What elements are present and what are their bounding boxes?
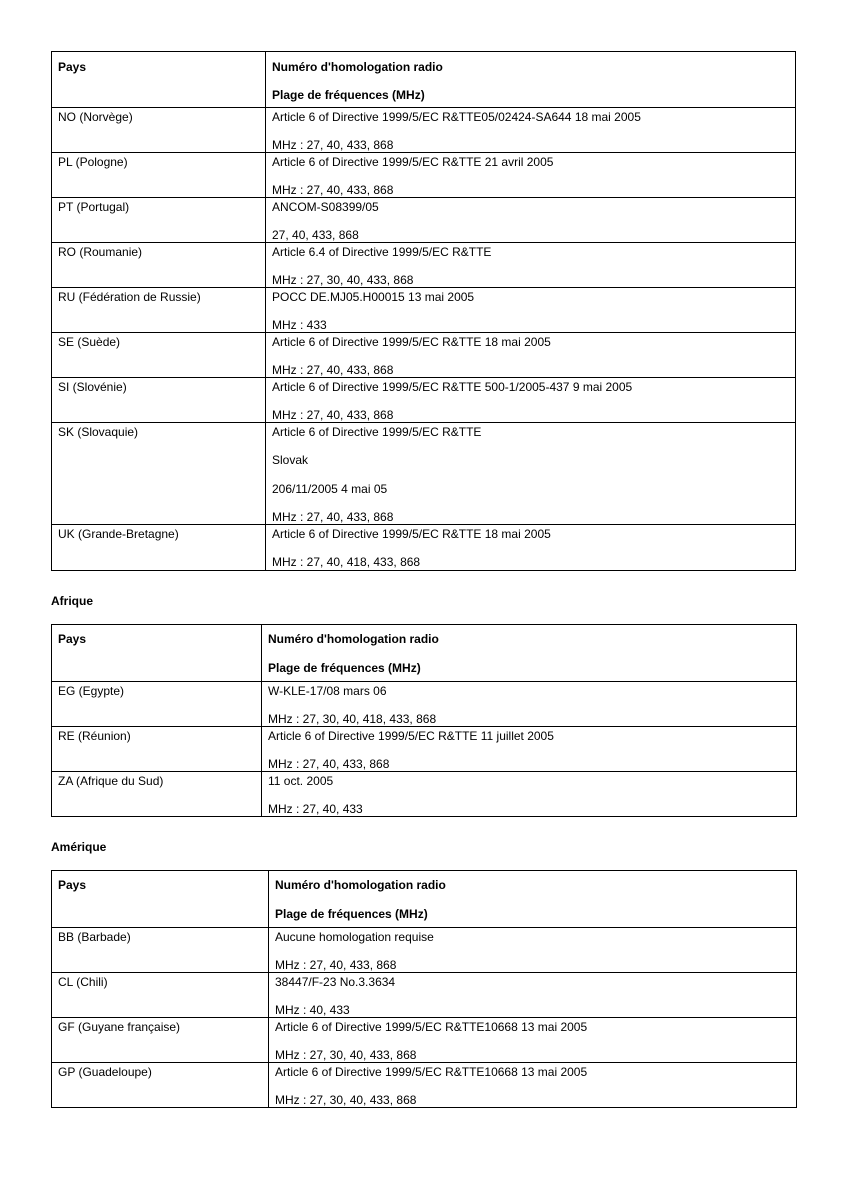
frequency-text: MHz : 27, 40, 433, 868 — [275, 958, 397, 972]
frequency-text: MHz : 27, 30, 40, 433, 868 — [275, 1093, 417, 1107]
table-row — [52, 377, 795, 422]
approval-text: Article 6.4 of Directive 1999/5/EC R&TTE — [272, 245, 492, 259]
frequency-text: MHz : 27, 40, 433 — [268, 802, 363, 816]
header-approval-number: Numéro d'homologation radio — [268, 632, 439, 646]
approval-text: 11 oct. 2005 — [268, 774, 334, 788]
header-frequency-range: Plage de fréquences (MHz) — [272, 88, 425, 102]
section-title-afrique: Afrique — [51, 594, 93, 608]
frequency-text: MHz : 27, 40, 433, 868 — [272, 510, 394, 524]
table-header-row — [52, 871, 796, 927]
table-row — [52, 242, 795, 287]
approval-text: Article 6 of Directive 1999/5/EC R&TTE 500-1/2005-437 9 mai 2005 — [272, 380, 633, 394]
country-cell: SI (Slovénie) — [58, 380, 127, 394]
frequency-text: MHz : 27, 40, 433, 868 — [272, 183, 394, 197]
header-country: Pays — [58, 632, 87, 646]
approval-text: Slovak — [272, 453, 309, 467]
country-cell: EG (Egypte) — [58, 684, 125, 698]
country-cell: PL (Pologne) — [58, 155, 128, 169]
europe-table — [51, 51, 796, 571]
amerique-table — [51, 870, 797, 1108]
afrique-table — [51, 624, 797, 817]
approval-text: 38447/F-23 No.3.3634 — [275, 975, 396, 989]
table-row — [52, 332, 795, 377]
frequency-text: MHz : 27, 30, 40, 418, 433, 868 — [268, 712, 437, 726]
table-row — [52, 524, 795, 570]
country-cell: UK (Grande-Bretagne) — [58, 527, 179, 541]
section-title-amerique: Amérique — [51, 840, 107, 854]
table-row — [52, 1017, 796, 1062]
frequency-text: 27, 40, 433, 868 — [272, 228, 359, 242]
country-cell: RE (Réunion) — [58, 729, 131, 743]
country-cell: NO (Norvège) — [58, 110, 133, 124]
approval-text: Aucune homologation requise — [275, 930, 434, 944]
approval-text: Article 6 of Directive 1999/5/EC R&TTE05/02424-SA644 18 mai 2005 — [272, 110, 641, 124]
approval-text: Article 6 of Directive 1999/5/EC R&TTE — [272, 425, 482, 439]
approval-text: Article 6 of Directive 1999/5/EC R&TTE 21 avril 2005 — [272, 155, 554, 169]
frequency-text: MHz : 27, 40, 433, 868 — [268, 757, 390, 771]
frequency-text: MHz : 27, 40, 418, 433, 868 — [272, 555, 421, 569]
frequency-text: MHz : 433 — [272, 318, 327, 332]
country-cell: GP (Guadeloupe) — [58, 1065, 152, 1079]
approval-text: Article 6 of Directive 1999/5/EC R&TTE10668 13 mai 2005 — [275, 1065, 588, 1079]
country-cell: PT (Portugal) — [58, 200, 130, 214]
approval-text: Article 6 of Directive 1999/5/EC R&TTE 18 mai 2005 — [272, 527, 551, 541]
approval-text: ANCOM-S08399/05 — [272, 200, 379, 214]
approval-text: Article 6 of Directive 1999/5/EC R&TTE10668 13 mai 2005 — [275, 1020, 588, 1034]
approval-text: Article 6 of Directive 1999/5/EC R&TTE 18 mai 2005 — [272, 335, 551, 349]
country-cell: RO (Roumanie) — [58, 245, 143, 259]
approval-text: Article 6 of Directive 1999/5/EC R&TTE 11 juillet 2005 — [268, 729, 554, 743]
header-approval-number: Numéro d'homologation radio — [272, 60, 443, 74]
country-cell: CL (Chili) — [58, 975, 108, 989]
table-header-row — [52, 52, 795, 107]
country-cell: SE (Suède) — [58, 335, 121, 349]
header-approval-number: Numéro d'homologation radio — [275, 878, 446, 892]
header-country: Pays — [58, 878, 87, 892]
table-row — [52, 107, 795, 152]
header-frequency-range: Plage de fréquences (MHz) — [275, 907, 428, 921]
frequency-text: MHz : 27, 40, 433, 868 — [272, 408, 394, 422]
country-cell: SK (Slovaquie) — [58, 425, 139, 439]
country-cell: GF (Guyane française) — [58, 1020, 181, 1034]
table-row — [52, 681, 796, 726]
table-row — [52, 1062, 796, 1107]
header-country: Pays — [58, 60, 87, 74]
approval-text: 206/11/2005 4 mai 05 — [272, 482, 388, 496]
country-cell: RU (Fédération de Russie) — [58, 290, 201, 304]
approval-text: W-KLE-17/08 mars 06 — [268, 684, 387, 698]
approval-text: POCC DE.MJ05.H00015 13 mai 2005 — [272, 290, 475, 304]
country-cell: BB (Barbade) — [58, 930, 131, 944]
frequency-text: MHz : 27, 30, 40, 433, 868 — [272, 273, 414, 287]
frequency-text: MHz : 40, 433 — [275, 1003, 350, 1017]
frequency-text: MHz : 27, 30, 40, 433, 868 — [275, 1048, 417, 1062]
table-row — [52, 152, 795, 197]
table-row — [52, 422, 795, 524]
frequency-text: MHz : 27, 40, 433, 868 — [272, 138, 394, 152]
table-row — [52, 972, 796, 1017]
table-row — [52, 726, 796, 771]
table-row — [52, 927, 796, 972]
table-row — [52, 287, 795, 332]
table-row — [52, 771, 796, 816]
country-cell: ZA (Afrique du Sud) — [58, 774, 164, 788]
frequency-text: MHz : 27, 40, 433, 868 — [272, 363, 394, 377]
header-frequency-range: Plage de fréquences (MHz) — [268, 661, 421, 675]
table-header-row — [52, 625, 796, 681]
table-row — [52, 197, 795, 242]
